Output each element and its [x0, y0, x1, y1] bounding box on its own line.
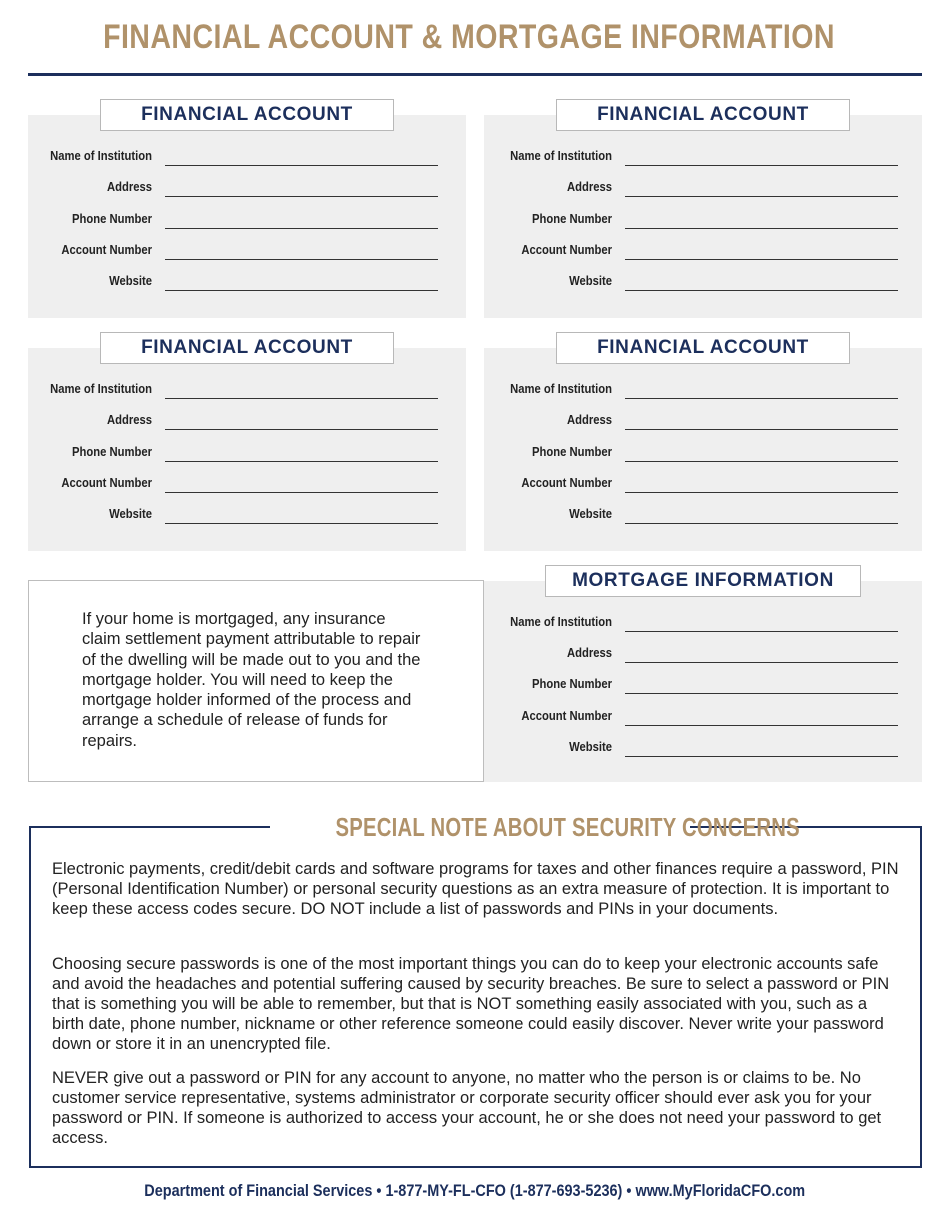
institution-input-line[interactable]	[625, 631, 898, 632]
security-paragraph-2: Choosing secure passwords is one of the most important things you can do to keep your electronic accounts safe and avoid the headaches and potential suffering caused by security breaches. Be sure to select a password or PIN that is something you will be able to remember, but that is NOT something easily associated with you, such as a birth date, phone number, nickname or other reference someone could easily discover. Never write your password down or store it in an unencrypted file.	[52, 955, 890, 1053]
account-number-field[interactable]	[28, 476, 438, 496]
institution-field[interactable]	[28, 149, 438, 169]
institution-field[interactable]	[484, 149, 898, 169]
account-number-input-line[interactable]	[625, 725, 898, 726]
address-input-line[interactable]	[625, 662, 898, 663]
security-paragraph-1: Electronic payments, credit/debit cards and software programs for taxes and other finances require a password, PIN (Personal Identification Number) or personal security questions as an extra measure of protection. It is important to keep these access codes secure. DO NOT include a list of passwords and PINs in your documents.	[52, 860, 899, 918]
institution-field[interactable]	[484, 382, 898, 402]
footer-contact: Department of Financial Services • 1-877-MY-FL-CFO (1-877-693-5236) • www.MyFloridaCFO.com	[144, 1181, 806, 1200]
account-number-label: Account Number	[521, 243, 612, 257]
security-paragraph-3: NEVER give out a password or PIN for any account to anyone, no matter who the person is or claims to be. No customer service representative, systems administrator or corporate security officer should ever ask you for your password or PIN. If someone is authorized to access your account, he or she does not need your password to get access.	[52, 1069, 882, 1147]
account-number-input-line[interactable]	[165, 259, 438, 260]
website-field[interactable]	[28, 507, 438, 527]
website-input-line[interactable]	[625, 290, 898, 291]
address-field[interactable]	[28, 413, 438, 433]
account-number-input-line[interactable]	[625, 259, 898, 260]
phone-label: Phone Number	[71, 445, 152, 459]
account-number-label: Account Number	[61, 476, 152, 490]
address-field[interactable]	[484, 646, 898, 666]
phone-field[interactable]	[484, 445, 898, 465]
address-field[interactable]	[484, 180, 898, 200]
address-field[interactable]	[484, 413, 898, 433]
website-label: Website	[569, 274, 612, 288]
address-label: Address	[566, 180, 612, 194]
website-field[interactable]	[484, 274, 898, 294]
website-field[interactable]	[28, 274, 438, 294]
phone-input-line[interactable]	[625, 461, 898, 462]
financial-account-4-heading: FINANCIAL ACCOUNT	[556, 332, 850, 364]
website-field[interactable]	[484, 740, 898, 760]
institution-label: Name of Institution	[510, 615, 612, 629]
address-input-line[interactable]	[625, 429, 898, 430]
mortgage-information-heading: MORTGAGE INFORMATION	[545, 565, 861, 597]
phone-field[interactable]	[484, 677, 898, 697]
mortgage-note-text: If your home is mortgaged, any insurance claim settlement payment attributable to repair of the dwelling will be made out to you and the mortgage holder. You will need to keep the mortgage holder informed of the process and arrange a schedule of release of funds for repairs.	[82, 610, 421, 750]
address-label: Address	[566, 646, 612, 660]
financial-account-2-section	[484, 115, 922, 318]
institution-input-line[interactable]	[625, 165, 898, 166]
website-input-line[interactable]	[625, 523, 898, 524]
financial-account-4-section	[484, 348, 922, 551]
website-input-line[interactable]	[625, 756, 898, 757]
institution-label: Name of Institution	[510, 382, 612, 396]
address-label: Address	[566, 413, 612, 427]
institution-field[interactable]	[28, 382, 438, 402]
website-label: Website	[109, 274, 152, 288]
address-field[interactable]	[28, 180, 438, 200]
institution-input-line[interactable]	[165, 165, 438, 166]
institution-label: Name of Institution	[50, 382, 152, 396]
security-note-section	[29, 812, 922, 1168]
website-input-line[interactable]	[165, 290, 438, 291]
institution-label: Name of Institution	[510, 149, 612, 163]
account-number-field[interactable]	[28, 243, 438, 263]
website-label: Website	[569, 740, 612, 754]
address-label: Address	[106, 180, 152, 194]
security-note-title: SPECIAL NOTE ABOUT SECURITY CONCERNS	[270, 812, 690, 842]
address-input-line[interactable]	[165, 196, 438, 197]
mortgage-information-section	[484, 581, 922, 782]
account-number-field[interactable]	[484, 476, 898, 496]
institution-field[interactable]	[484, 615, 898, 635]
financial-account-3-section	[28, 348, 466, 551]
financial-account-1-heading: FINANCIAL ACCOUNT	[100, 99, 394, 131]
address-input-line[interactable]	[165, 429, 438, 430]
phone-field[interactable]	[484, 212, 898, 232]
phone-label: Phone Number	[531, 212, 612, 226]
institution-input-line[interactable]	[165, 398, 438, 399]
account-number-label: Account Number	[61, 243, 152, 257]
phone-label: Phone Number	[531, 677, 612, 691]
account-number-input-line[interactable]	[165, 492, 438, 493]
website-input-line[interactable]	[165, 523, 438, 524]
account-number-input-line[interactable]	[625, 492, 898, 493]
phone-field[interactable]	[28, 212, 438, 232]
phone-input-line[interactable]	[165, 228, 438, 229]
financial-account-3-heading: FINANCIAL ACCOUNT	[100, 332, 394, 364]
phone-label: Phone Number	[71, 212, 152, 226]
title-divider	[28, 73, 922, 76]
phone-input-line[interactable]	[625, 228, 898, 229]
institution-label: Name of Institution	[50, 149, 152, 163]
page-title: FINANCIAL ACCOUNT & MORTGAGE INFORMATION	[103, 18, 835, 56]
phone-input-line[interactable]	[625, 693, 898, 694]
account-number-field[interactable]	[484, 709, 898, 729]
financial-account-1-section	[28, 115, 466, 318]
phone-input-line[interactable]	[165, 461, 438, 462]
address-label: Address	[106, 413, 152, 427]
phone-label: Phone Number	[531, 445, 612, 459]
website-field[interactable]	[484, 507, 898, 527]
financial-account-2-heading: FINANCIAL ACCOUNT	[556, 99, 850, 131]
website-label: Website	[109, 507, 152, 521]
account-number-label: Account Number	[521, 709, 612, 723]
account-number-field[interactable]	[484, 243, 898, 263]
institution-input-line[interactable]	[625, 398, 898, 399]
address-input-line[interactable]	[625, 196, 898, 197]
account-number-label: Account Number	[521, 476, 612, 490]
mortgage-note-box	[28, 580, 484, 782]
website-label: Website	[569, 507, 612, 521]
phone-field[interactable]	[28, 445, 438, 465]
